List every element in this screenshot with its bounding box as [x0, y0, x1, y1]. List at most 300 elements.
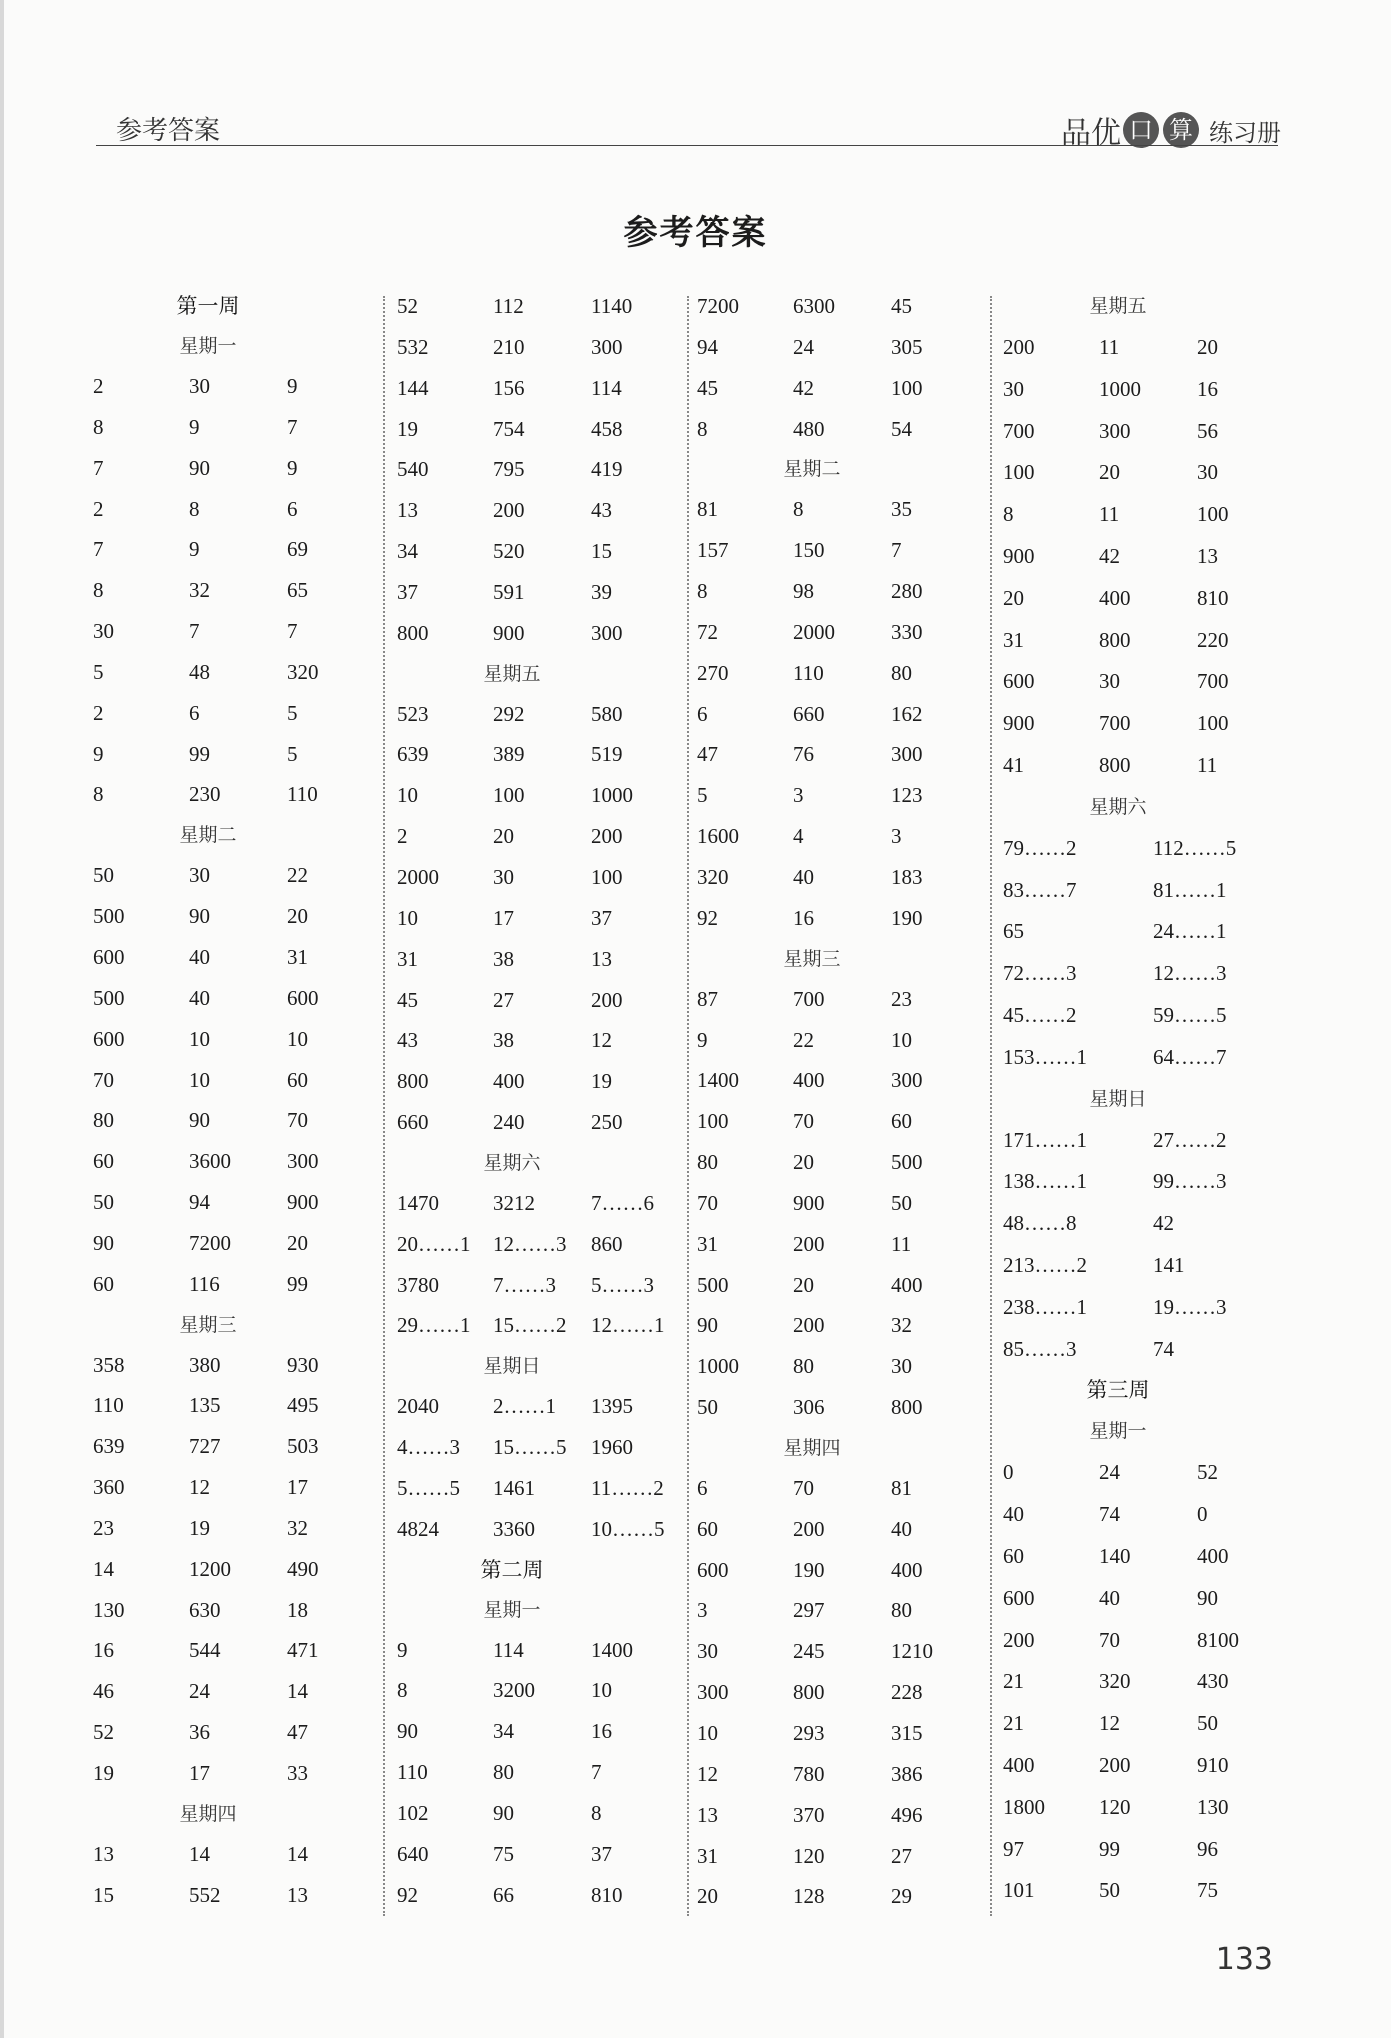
answer-row [397, 327, 687, 368]
answer-value: 12 [591, 1028, 612, 1053]
answer-row [697, 816, 987, 857]
answer-value: 8 [1003, 502, 1014, 527]
answer-value: 30 [1003, 376, 1024, 401]
answer-value: 2……1 [493, 1394, 556, 1419]
answer-value: 48 [189, 659, 210, 684]
answer-value: 519 [591, 742, 623, 767]
answer-value: 13 [287, 1882, 308, 1907]
answer-value: 40 [189, 985, 210, 1010]
answer-value: 40 [793, 864, 814, 889]
answer-value: 270 [697, 660, 729, 685]
answer-value: 400 [891, 1557, 923, 1582]
answer-value: 31 [397, 946, 418, 971]
column-divider-3 [990, 296, 992, 1916]
answer-value: 900 [793, 1190, 825, 1215]
answer-value: 15 [591, 539, 612, 564]
answer-value: 100 [591, 864, 623, 889]
answer-value: 1000 [591, 783, 633, 808]
answer-value: 30 [891, 1354, 912, 1379]
answer-row [1003, 870, 1293, 912]
answer-row [93, 1834, 383, 1875]
answer-value: 3 [793, 783, 804, 808]
answer-value: 2 [93, 700, 104, 725]
answer-value: 9 [93, 741, 104, 766]
answer-value: 297 [793, 1598, 825, 1623]
answer-value: 471 [287, 1638, 319, 1663]
answer-value: 16 [1197, 376, 1218, 401]
answer-value: 90 [93, 1230, 114, 1255]
answer-value: 54 [891, 416, 912, 441]
answer-row [93, 1060, 383, 1101]
answer-value: 29……1 [397, 1313, 471, 1338]
answer-value: 315 [891, 1721, 923, 1745]
answer-value: 600 [697, 1557, 729, 1582]
answer-value: 32 [189, 578, 210, 603]
answer-value: 128 [793, 1884, 825, 1909]
answer-value: 80 [793, 1354, 814, 1379]
answer-value: 24 [793, 334, 814, 359]
answer-value: 400 [1197, 1543, 1229, 1568]
answer-value: 900 [1003, 711, 1035, 736]
answer-value: 2 [93, 496, 104, 521]
answer-value: 7200 [189, 1230, 231, 1255]
answer-row [397, 409, 687, 450]
answer-row [697, 571, 987, 612]
book-title-circle-1: 口 [1123, 112, 1159, 148]
answer-row [1003, 620, 1293, 662]
answer-row [697, 286, 987, 327]
answer-row [397, 1670, 687, 1711]
answer-value: 23 [891, 986, 912, 1011]
answer-value: 10 [189, 1067, 210, 1092]
answer-value: 31 [1003, 627, 1024, 652]
answer-value: 15 [93, 1882, 114, 1907]
answer-row [397, 939, 687, 980]
answer-value: 65 [287, 578, 308, 603]
answer-row [1003, 1245, 1293, 1287]
day-heading: 星期一 [1089, 1420, 1147, 1443]
answer-value: 14 [287, 1841, 308, 1866]
answer-row [697, 653, 987, 694]
answer-row [697, 489, 987, 530]
answer-value: 306 [793, 1395, 825, 1420]
answer-value: 9 [287, 455, 298, 480]
answer-value: 250 [591, 1110, 623, 1135]
answer-value: 370 [793, 1802, 825, 1827]
day-heading: 星期一 [179, 335, 237, 357]
answer-value: 110 [793, 660, 824, 685]
answer-value: 900 [287, 1190, 319, 1215]
answer-value: 810 [591, 1882, 623, 1907]
answer-value: 45 [891, 294, 912, 318]
answer-row [93, 1875, 383, 1916]
answer-value: 40 [1099, 1585, 1120, 1610]
answer-value: 16 [793, 905, 814, 930]
answer-value: 7 [891, 538, 902, 563]
answer-value: 200 [591, 824, 623, 849]
answer-value: 800 [793, 1680, 825, 1705]
answer-value: 400 [891, 1272, 923, 1297]
answer-value: 2 [397, 824, 408, 849]
answer-row [93, 855, 383, 896]
answer-value: 99 [1099, 1836, 1120, 1861]
answer-value: 6300 [793, 294, 835, 318]
answer-row [697, 1183, 987, 1224]
answer-value: 495 [287, 1393, 319, 1418]
answer-value: 27 [493, 987, 514, 1012]
answer-row [1003, 578, 1293, 620]
answer-value: 123 [891, 783, 923, 808]
answer-value: 8 [793, 497, 804, 522]
answer-value: 45……2 [1003, 1002, 1077, 1027]
answer-value: 90 [397, 1719, 418, 1744]
answer-row [397, 449, 687, 490]
answer-value: 100 [1003, 460, 1035, 485]
answer-row [93, 1141, 383, 1182]
answer-row [697, 1142, 987, 1183]
book-title-pre: 品优 [1061, 116, 1121, 151]
answer-value: 380 [189, 1352, 221, 1377]
answer-value: 144 [397, 375, 429, 400]
answer-value: 0 [1003, 1460, 1014, 1485]
answer-value: 50 [1099, 1878, 1120, 1903]
answer-value: 45 [697, 375, 718, 400]
answer-value: 458 [591, 416, 623, 441]
answer-value: 42 [793, 375, 814, 400]
answer-value: 16 [93, 1638, 114, 1663]
answer-value: 3212 [493, 1190, 535, 1215]
answer-row [397, 531, 687, 572]
answer-value: 70 [287, 1108, 308, 1133]
answer-value: 10 [697, 1721, 718, 1745]
answer-value: 500 [93, 985, 125, 1010]
answer-value: 96 [1197, 1836, 1218, 1861]
answer-row [1003, 1787, 1293, 1829]
answer-value: 101 [1003, 1878, 1035, 1903]
answer-value: 4 [793, 824, 804, 849]
answer-value: 245 [793, 1639, 825, 1664]
answer-value: 300 [697, 1680, 729, 1705]
answer-value: 20 [1099, 460, 1120, 485]
answer-row [397, 368, 687, 409]
week-heading: 第三周 [1086, 1378, 1150, 1403]
answer-value: 76 [793, 742, 814, 767]
answer-row [93, 570, 383, 611]
answer-value: 100 [1197, 502, 1229, 527]
answer-value: 389 [493, 742, 525, 767]
answer-row [697, 612, 987, 653]
answer-value: 3600 [189, 1149, 231, 1174]
answer-value: 70 [793, 1109, 814, 1134]
answer-value: 102 [397, 1801, 429, 1825]
answer-value: 92 [697, 905, 718, 930]
answer-value: 60 [1003, 1543, 1024, 1568]
answer-row [397, 1793, 687, 1834]
answer-row [397, 1305, 687, 1346]
answer-value: 240 [493, 1110, 525, 1135]
answer-value: 162 [891, 701, 923, 726]
answer-row [397, 775, 687, 816]
answer-row [697, 1101, 987, 1142]
answer-row [697, 1795, 987, 1836]
answer-value: 3 [891, 824, 902, 849]
answer-value: 75 [1197, 1878, 1218, 1903]
answer-value: 300 [287, 1149, 319, 1174]
answer-value: 157 [697, 538, 729, 563]
answer-value: 5 [287, 700, 298, 725]
answer-value: 90 [189, 904, 210, 929]
day-heading: 星期二 [179, 824, 237, 847]
answer-value: 22 [287, 863, 308, 888]
answer-value: 10……5 [591, 1516, 665, 1541]
answer-value: 1400 [697, 1068, 739, 1093]
answer-value: 11 [891, 1231, 912, 1256]
answer-value: 1800 [1003, 1794, 1045, 1819]
answer-value: 639 [397, 742, 429, 767]
answer-value: 544 [189, 1638, 221, 1663]
answer-value: 200 [793, 1313, 825, 1338]
answer-value: 90 [1197, 1585, 1218, 1610]
answer-value: 98 [793, 579, 814, 604]
answer-row [397, 857, 687, 898]
answer-value: 45 [397, 987, 418, 1012]
answer-value: 8 [189, 496, 200, 521]
answer-row [1003, 1494, 1293, 1536]
answer-value: 42 [1099, 543, 1120, 568]
answer-value: 32 [287, 1515, 308, 1540]
answer-value: 500 [891, 1150, 923, 1175]
answer-value: 60 [93, 1271, 114, 1296]
answer-value: 800 [1099, 627, 1131, 652]
answer-value: 75 [493, 1841, 514, 1866]
answer-value: 6 [697, 1475, 708, 1500]
answer-value: 9 [189, 537, 200, 562]
answer-value: 9 [189, 414, 200, 439]
answer-value: 9 [287, 374, 298, 398]
answer-value: 800 [1099, 752, 1131, 777]
answer-value: 200 [793, 1231, 825, 1256]
answer-value: 5 [93, 659, 104, 684]
answer-value: 30 [189, 374, 210, 398]
answer-row [1003, 1203, 1293, 1245]
answer-row [1003, 327, 1293, 369]
answer-row [697, 327, 987, 368]
answer-value: 200 [1003, 335, 1035, 359]
answer-value: 8100 [1197, 1627, 1239, 1652]
answer-value: 41 [1003, 752, 1024, 777]
answer-value: 7200 [697, 294, 739, 318]
answer-column-2 [397, 286, 687, 1916]
answer-value: 100 [697, 1109, 729, 1134]
answer-row [697, 1876, 987, 1917]
answer-row [397, 1224, 687, 1265]
answer-value: 99……3 [1153, 1169, 1227, 1194]
answer-value: 10 [189, 1026, 210, 1051]
answer-row [1003, 1120, 1293, 1162]
answer-row [1003, 953, 1293, 995]
answer-value: 13 [591, 946, 612, 971]
answer-row [697, 694, 987, 735]
answer-value: 21 [1003, 1669, 1024, 1694]
answer-row [397, 613, 687, 654]
answer-row [93, 1590, 383, 1631]
answer-row [1003, 1452, 1293, 1494]
answer-row [697, 1672, 987, 1713]
day-heading: 星期日 [483, 1355, 541, 1378]
answer-value: 29 [891, 1884, 912, 1909]
answer-value: 11 [1099, 335, 1120, 359]
answer-value: 30 [1197, 460, 1218, 485]
answer-value: 33 [287, 1761, 308, 1785]
answer-row [93, 1264, 383, 1305]
answer-row [697, 409, 987, 450]
answer-value: 20 [493, 824, 514, 849]
answer-value: 330 [891, 619, 923, 644]
answer-value: 60 [891, 1109, 912, 1134]
answer-row [397, 1752, 687, 1793]
answer-value: 69 [287, 537, 308, 562]
answer-value: 400 [1003, 1752, 1035, 1777]
answer-value: 94 [189, 1190, 210, 1215]
answer-value: 34 [493, 1719, 514, 1744]
answer-row [93, 1223, 383, 1264]
answer-value: 37 [397, 579, 418, 604]
answer-value: 30 [93, 619, 114, 644]
answer-row [397, 1020, 687, 1061]
answer-value: 20 [287, 904, 308, 929]
answer-row [1003, 1829, 1293, 1871]
answer-row [397, 490, 687, 531]
answer-value: 1461 [493, 1475, 535, 1500]
answer-value: 14 [93, 1556, 114, 1581]
answer-value: 12……3 [493, 1231, 567, 1256]
answer-value: 900 [493, 620, 525, 645]
answer-value: 20 [1003, 585, 1024, 610]
answer-value: 12 [189, 1475, 210, 1500]
answer-value: 79……2 [1003, 835, 1077, 860]
answer-value: 37 [591, 905, 612, 930]
column-divider-1 [383, 296, 385, 1916]
answer-value: 496 [891, 1802, 923, 1827]
answer-value: 2000 [793, 619, 835, 644]
answer-row [1003, 911, 1293, 953]
answer-value: 503 [287, 1434, 319, 1459]
week-heading: 第二周 [480, 1557, 544, 1582]
answer-value: 419 [591, 457, 623, 482]
answer-row [697, 1713, 987, 1754]
answer-row [93, 1630, 383, 1671]
answer-row [93, 937, 383, 978]
answer-row [1003, 1536, 1293, 1578]
answer-row [1003, 1287, 1293, 1329]
answer-value: 10 [397, 783, 418, 808]
answer-value: 300 [1099, 418, 1131, 443]
answer-value: 13 [697, 1802, 718, 1827]
answer-value: 27 [891, 1843, 912, 1868]
answer-row [93, 896, 383, 937]
answer-value: 140 [1099, 1543, 1131, 1568]
answer-value: 0 [1197, 1502, 1208, 1527]
answer-value: 20 [1197, 335, 1218, 359]
answer-value: 52 [93, 1720, 114, 1745]
answer-value: 5 [287, 741, 298, 766]
answer-row [93, 1385, 383, 1426]
answer-value: 150 [793, 538, 825, 563]
answer-row [1003, 452, 1293, 494]
answer-row [397, 572, 687, 613]
answer-value: 100 [1197, 711, 1229, 736]
answer-value: 5……3 [591, 1272, 654, 1297]
answer-value: 20 [793, 1272, 814, 1297]
answer-value: 85……3 [1003, 1336, 1077, 1361]
answer-value: 70 [93, 1067, 114, 1092]
answer-value: 100 [891, 375, 923, 400]
answer-value: 72 [697, 619, 718, 644]
answer-value: 293 [793, 1721, 825, 1745]
answer-column-3 [697, 286, 987, 1917]
answer-value: 230 [189, 782, 221, 807]
answer-value: 300 [591, 620, 623, 645]
answer-value: 6 [287, 496, 298, 521]
answer-value: 600 [287, 985, 319, 1010]
answer-value: 358 [93, 1352, 125, 1377]
answer-value: 9 [697, 1027, 708, 1052]
answer-value: 74 [1153, 1336, 1174, 1361]
day-heading: 星期四 [783, 1436, 841, 1459]
day-heading: 星期二 [783, 458, 841, 481]
answer-value: 3200 [493, 1678, 535, 1703]
answer-value: 5 [697, 783, 708, 808]
answer-value: 47 [287, 1720, 308, 1745]
answer-row [697, 898, 987, 939]
answer-row [1003, 745, 1293, 787]
answer-value: 400 [793, 1068, 825, 1093]
answer-row [697, 1224, 987, 1265]
answer-value: 130 [1197, 1794, 1229, 1819]
answer-value: 112……5 [1153, 835, 1237, 860]
answer-value: 17 [189, 1761, 210, 1785]
answer-value: 97 [1003, 1836, 1024, 1861]
answer-row [1003, 1161, 1293, 1203]
answer-value: 90 [697, 1313, 718, 1338]
answer-value: 24 [1099, 1460, 1120, 1485]
answer-value: 20 [287, 1230, 308, 1255]
answer-value: 32 [891, 1313, 912, 1338]
answer-value: 210 [493, 334, 525, 359]
answer-row [397, 286, 687, 327]
answer-value: 59……5 [1153, 1002, 1227, 1027]
answer-value: 22 [793, 1027, 814, 1052]
answer-value: 630 [189, 1597, 221, 1622]
answer-value: 213……2 [1003, 1252, 1087, 1277]
answer-value: 800 [891, 1395, 923, 1420]
day-heading: 星期五 [483, 662, 541, 685]
answer-value: 810 [1197, 585, 1229, 610]
answer-value: 480 [793, 416, 825, 441]
answer-value: 795 [493, 457, 525, 482]
answer-value: 386 [891, 1761, 923, 1786]
answer-row [1003, 411, 1293, 453]
answer-value: 156 [493, 375, 525, 400]
answer-value: 31 [697, 1231, 718, 1256]
answer-row [1003, 494, 1293, 536]
answer-value: 11 [1197, 752, 1218, 777]
answer-row [697, 1550, 987, 1591]
answer-value: 8 [591, 1801, 602, 1825]
answer-value: 14 [189, 1841, 210, 1866]
answer-value: 116 [189, 1271, 220, 1296]
answer-value: 200 [1099, 1752, 1131, 1777]
